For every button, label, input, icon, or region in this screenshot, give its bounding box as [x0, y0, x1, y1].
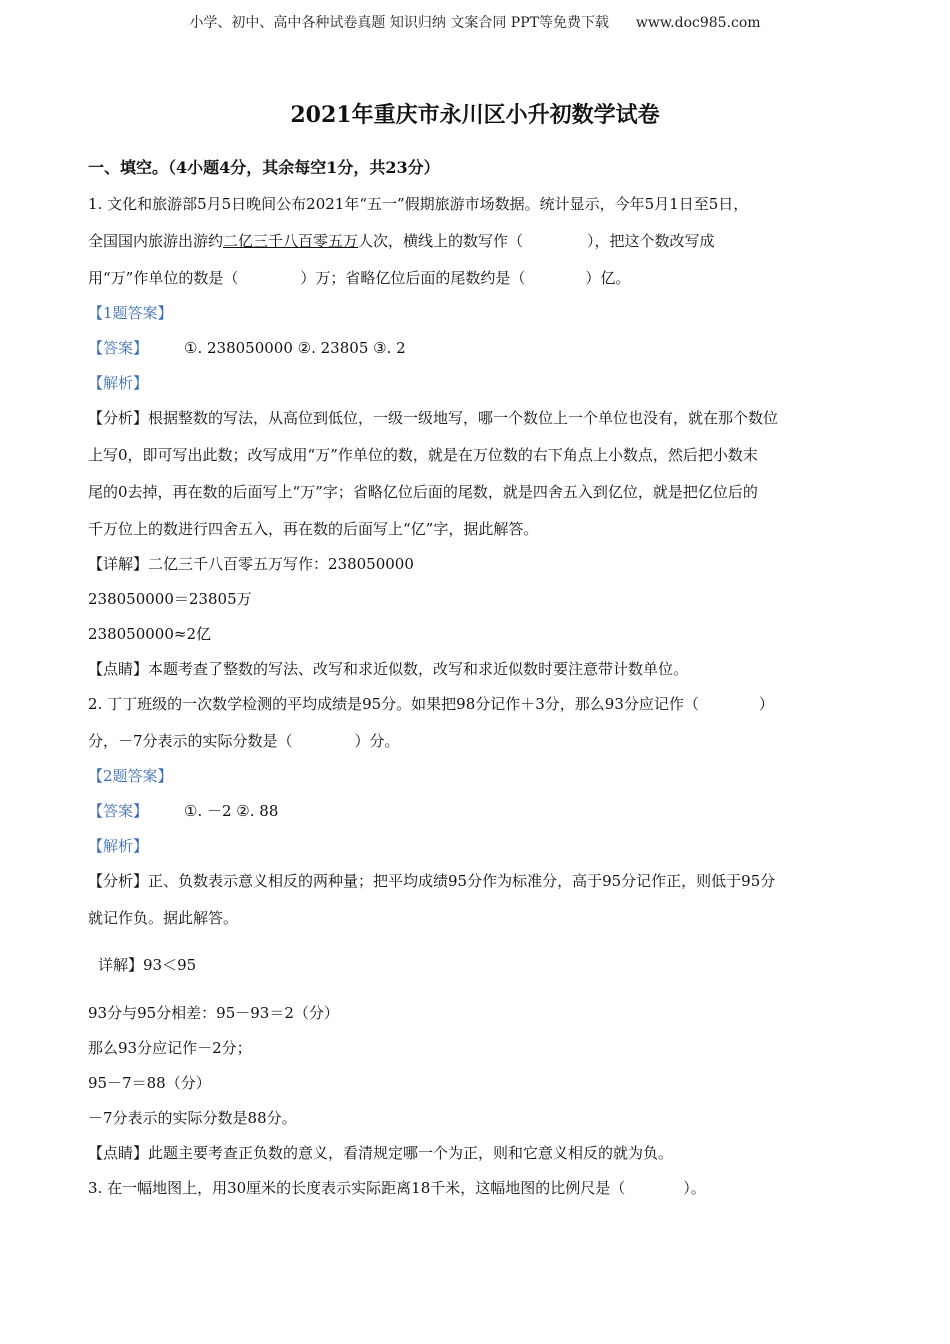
page-title: 2021年重庆市永川区小升初数学试卷: [290, 102, 660, 128]
q2-analysis-label: 【解析】: [88, 837, 149, 855]
header-site[interactable]: www.doc985.com: [635, 15, 761, 31]
q2-detail-5: －7分表示的实际分数是88分。: [88, 1109, 297, 1127]
q1-line2-before: 全国国内旅游出游约: [88, 232, 224, 250]
q1-line1: 1. 文化和旅游部5月5日晚间公布2021年“五一”假期旅游市场数据。统计显示，今年5月1日至5日，: [88, 195, 749, 213]
q2-answer-header: 【2题答案】: [88, 767, 173, 785]
q3-line1-b: ）。: [683, 1179, 706, 1197]
section-heading: 一、填空。（4小题4分，其余每空1分，共23分）: [88, 158, 440, 177]
q2-answer-label: 【答案】: [88, 802, 149, 820]
q1-line3: [88, 267, 630, 288]
q3-line1: [88, 1177, 706, 1198]
q1-fenxi-4: 千万位上的数进行四舍五入，再在数的后面写上“亿”字，据此解答。: [88, 520, 539, 538]
q1-detail-3: 238050000≈2亿: [88, 625, 212, 643]
q2-detail-2: 93分与95分相差：95－93＝2（分）: [88, 1004, 339, 1022]
q2-line2-b: ）分。: [354, 732, 400, 750]
q2-answer-values: ①. －2 ②. 88: [184, 802, 279, 820]
q1-dianjing: 【点睛】本题考查了整数的写法、改写和求近似数，改写和求近似数时要注意带计数单位。: [88, 660, 689, 678]
q3-line1-a: 3. 在一幅地图上，用30厘米的长度表示实际距离18千米，这幅地图的比例尺是（: [88, 1179, 626, 1197]
header-text: 小学、初中、高中各种试卷真题 知识归纳 文案合同 PPT等免费下载: [189, 15, 609, 31]
q2-line1: [88, 693, 774, 714]
q1-answer-values: ①. 238050000 ②. 23805 ③. 2: [184, 339, 406, 357]
q2-line1-b: ）: [758, 695, 774, 713]
q2-dianjing: 【点睛】此题主要考查正负数的意义，看清规定哪一个为正，则和它意义相反的就为负。: [88, 1144, 674, 1162]
q2-detail-4: 95－7＝88（分）: [88, 1074, 211, 1092]
q2-fenxi-1: 【分析】正、负数表示意义相反的两种量；把平均成绩95分作为标准分，高于95分记作正，则低于95分: [88, 872, 776, 890]
q1-line3-c: ）亿。: [585, 269, 631, 287]
q1-answer: [88, 337, 406, 358]
q1-detail-2: 238050000＝23805万: [88, 590, 252, 608]
q1-line3-b: ）万；省略亿位后面的尾数约是（: [300, 269, 526, 287]
q2-answer: [88, 800, 278, 821]
q2-fenxi-2: 就记作负。据此解答。: [88, 909, 239, 927]
q1-line2: [88, 230, 715, 251]
q2-detail-1: 详解】93＜95: [98, 956, 197, 974]
q1-line2-after: 人次，横线上的数写作（: [358, 232, 524, 250]
q1-fenxi-1: 【分析】根据整数的写法，从高位到低位，一级一级地写，哪一个数位上一个单位也没有，就在那个数位: [88, 409, 779, 427]
q1-detail-1: 【详解】二亿三千八百零五万写作：238050000: [88, 555, 414, 573]
q1-line3-a: 用“万”作单位的数是（: [88, 269, 239, 287]
q2-line1-a: 2. 丁丁班级的一次数学检测的平均成绩是95分。如果把98分记作＋3分，那么93分应记作（: [88, 695, 699, 713]
q1-underlined-number: 二亿三千八百零五万: [223, 232, 359, 250]
q1-line2-end: ），把这个数改写成: [587, 232, 715, 250]
q2-detail-3: 那么93分应记作－2分；: [88, 1039, 252, 1057]
q2-line2: [88, 730, 400, 751]
q1-answer-label: 【答案】: [88, 339, 149, 357]
q1-fenxi-2: 上写0，即可写出此数；改写成用“万”作单位的数，就是在万位数的右下角点上小数点，然后把小数末: [88, 446, 758, 464]
q1-analysis-label: 【解析】: [88, 374, 149, 392]
q1-answer-header: 【1题答案】: [88, 304, 173, 322]
q1-fenxi-3: 尾的0去掉，再在数的后面写上“万”字；省略亿位后面的尾数，就是四舍五入到亿位，就是把亿位后的: [88, 483, 758, 501]
page-header: [0, 12, 950, 32]
q2-line2-a: 分，－7分表示的实际分数是（: [88, 732, 293, 750]
